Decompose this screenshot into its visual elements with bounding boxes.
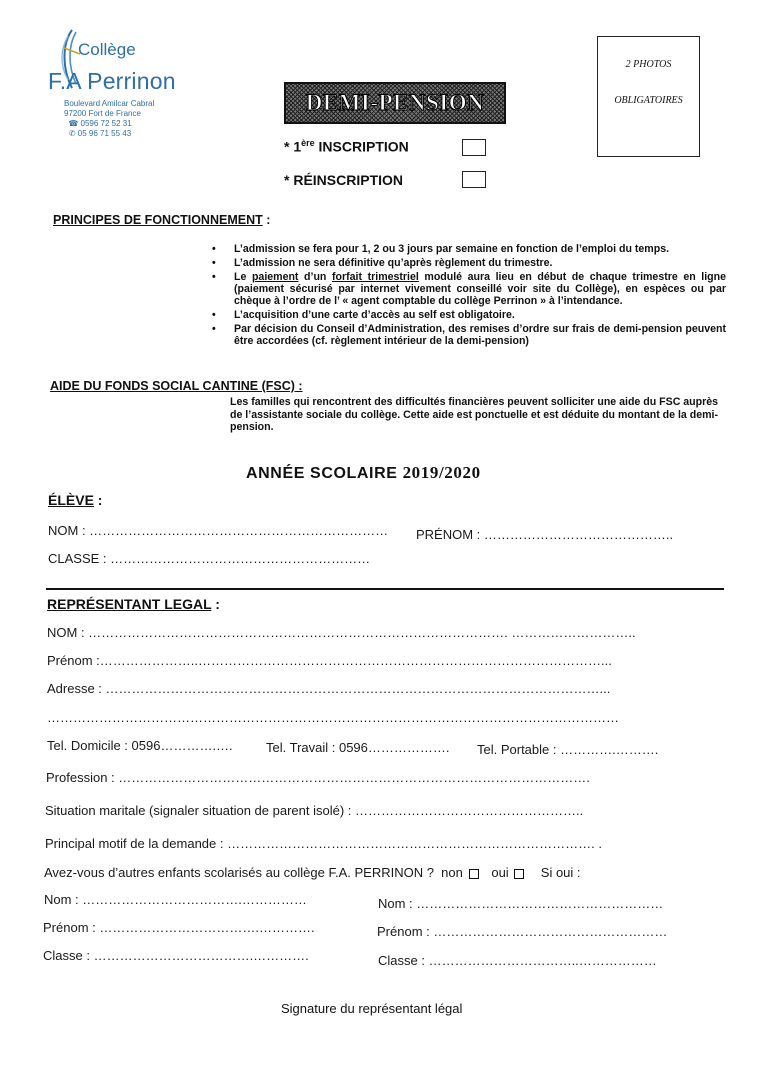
list-item: • Par décision du Conseil d’Administration, des remises d’ordre sur frais de demi-pension peuvent être accordées (cf. règlement intérieur de la demi-pension): [212, 323, 726, 347]
tel-travail-field[interactable]: Tel. Travail : 0596……………….: [266, 740, 450, 755]
representant-prenom-field[interactable]: Prénom :…………………..…………………………………………………………………………………...: [47, 653, 612, 668]
address-line-1: Boulevard Amilcar Cabral: [64, 99, 155, 108]
enfant2-nom-field[interactable]: Nom : …………………………………………………: [378, 896, 664, 911]
representant-nom-field[interactable]: NOM : ……………………………………………………………………………………. ………………………..: [47, 625, 636, 640]
fsc-heading-text: AIDE DU FONDS SOCIAL CANTINE (FSC) :: [50, 379, 303, 393]
tel-portable-field[interactable]: Tel. Portable : ………….……….: [477, 742, 659, 757]
reinscription-checkbox[interactable]: [462, 171, 486, 188]
eleve-prenom-field[interactable]: PRÉNOM : ……………………………………..: [416, 527, 674, 542]
si-oui-label: Si oui :: [540, 865, 581, 880]
fax-number: ✆ 05 96 71 55 43: [68, 129, 132, 138]
section-divider: [46, 588, 724, 590]
page-title: DEMI-PENSION: [284, 82, 506, 124]
principes-list: [212, 243, 726, 349]
address-line-2: 97200 Fort de France: [64, 109, 141, 118]
tel-domicile-field[interactable]: Tel. Domicile : 0596………….….: [47, 738, 233, 753]
logo-college-label: Collège: [78, 40, 136, 59]
first-inscription-label: [284, 138, 409, 155]
eleve-nom-field[interactable]: NOM : ……………………………………………………………: [48, 523, 389, 538]
enfant1-nom-field[interactable]: Nom : ……………………………….……………: [44, 892, 307, 907]
eleve-heading: [48, 492, 102, 508]
representant-heading: [47, 596, 220, 612]
non-checkbox[interactable]: [469, 869, 479, 879]
photo-box-line-2: OBLIGATOIRES: [614, 95, 683, 106]
list-item: [212, 271, 726, 307]
oui-checkbox[interactable]: [514, 869, 524, 879]
oui-label: oui: [491, 865, 509, 880]
enfant1-prenom-field[interactable]: Prénom : ……………………………….………….: [43, 920, 315, 935]
first-inscription-rest: INSCRIPTION: [314, 138, 409, 155]
motif-field[interactable]: Principal motif de la demande : …………………………………………………………………………. .: [45, 836, 602, 851]
list-item: • L’admission se fera pour 1, 2 ou 3 jours par semaine en fonction de l’emploi du temps.: [212, 243, 726, 255]
eleve-classe-field[interactable]: CLASSE : ……………………………………………………: [48, 551, 371, 566]
logo-address: [64, 99, 155, 139]
principes-heading-text: PRINCIPES DE FONCTIONNEMENT: [53, 213, 263, 227]
eleve-heading-text: ÉLÈVE: [48, 492, 94, 508]
non-label: non: [441, 865, 463, 880]
enfant1-classe-field[interactable]: Classe : ……………………………….………….: [43, 948, 309, 963]
situation-maritale-field[interactable]: Situation maritale (signaler situation de parent isolé) : ……………………………………………..: [45, 803, 584, 818]
payment-underlined-1: paiement: [251, 271, 299, 283]
profession-field[interactable]: Profession : ……………………………………………………………………………………………….: [46, 770, 590, 785]
payment-text-3: modulé aura lieu en début de chaque trimestre en ligne (paiement sécurisé par internet vivement conseillé voir site du Collège), en espèces ou par chèque à l’ordre de l’ « agent comptable du collège Perrinon » à l’intendance.: [234, 271, 727, 307]
representant-heading-suffix: :: [211, 596, 220, 612]
photo-box[interactable]: [597, 36, 700, 157]
phone-number: ☎ 0596 72 52 31: [68, 119, 132, 128]
eleve-heading-suffix: :: [93, 492, 103, 508]
first-inscription-prefix: * 1: [284, 138, 302, 155]
representant-adresse-field[interactable]: Adresse : ……………………………………………………………………………………………………...: [47, 681, 611, 696]
fsc-text: Les familles qui rencontrent des difficultés financières peuvent solliciter une aide du FSC auprès de l’assistante sociale du collège. Cette aide est ponctuelle et est déduite du montant de la demi-pension.: [230, 396, 719, 433]
list-item: • L’acquisition d’une carte d’accès au self est obligatoire.: [212, 309, 726, 321]
fsc-heading: [50, 379, 303, 393]
school-year-value: 2019/2020: [402, 463, 481, 482]
first-inscription-checkbox[interactable]: [462, 139, 486, 156]
photo-box-line-1: 2 PHOTOS: [625, 59, 672, 70]
logo-school-name: F.A Perrinon: [48, 68, 176, 94]
representant-adresse-line2[interactable]: ……………………………………………………………………………………………………………………: [47, 710, 619, 725]
autres-enfants-question: [44, 865, 581, 880]
list-item: • L’admission ne sera définitive qu’après règlement du trimestre.: [212, 257, 726, 269]
autres-enfants-text: Avez-vous d’autres enfants scolarisés au collège F.A. PERRINON ?: [44, 865, 434, 880]
reinscription-label: * RÉINSCRIPTION: [284, 172, 404, 188]
signature-label: Signature du représentant légal: [281, 1001, 463, 1016]
enfant2-prenom-field[interactable]: Prénom : ………………………………………………: [377, 924, 668, 939]
school-year: [246, 463, 481, 483]
representant-heading-text: REPRÉSENTANT LEGAL: [47, 596, 212, 612]
school-year-label: ANNÉE SCOLAIRE: [246, 465, 403, 482]
first-inscription-sup: ère: [301, 138, 315, 148]
payment-text-2: d’un: [298, 271, 332, 283]
principes-heading-suffix: :: [262, 213, 271, 227]
payment-underlined-2: forfait trimestriel: [332, 271, 419, 283]
principes-heading: [53, 213, 270, 227]
enfant2-classe-field[interactable]: Classe : ……………………………..………………: [378, 953, 657, 968]
payment-text-1: Le: [234, 271, 252, 283]
